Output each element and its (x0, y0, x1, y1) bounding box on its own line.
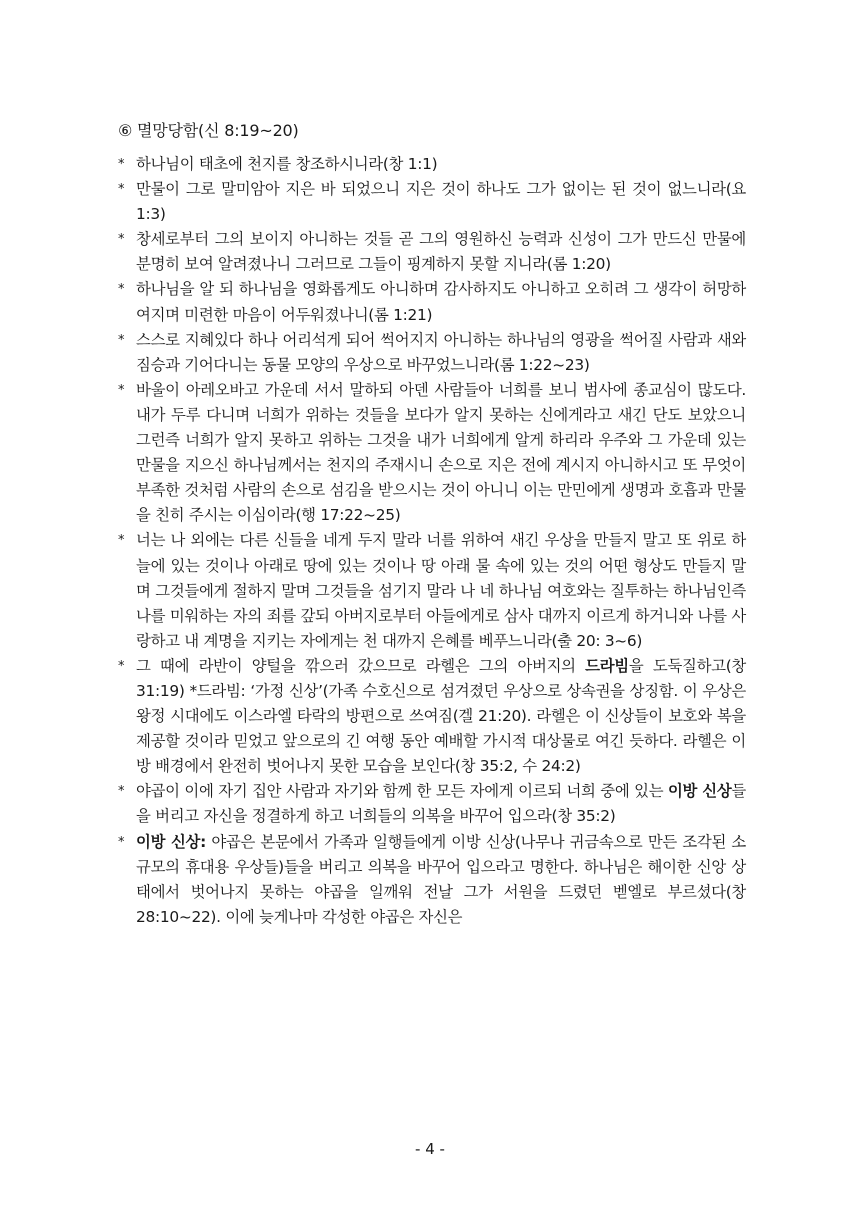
bullet-list (118, 152, 746, 930)
item-text: 창세로부터 그의 보이지 아니하는 것들 곧 그의 영원하신 능력과 신성이 그가 만드신 만물에 분명히 보여 알려졌나니 그러므로 그들이 핑계하지 못할 지니라(롬 1:20) (136, 230, 746, 274)
item-text: 야곱이 이에 자기 집안 사람과 자기와 함께 한 모든 자에게 이르되 너희 중에 있는 (136, 782, 668, 801)
bullet-icon: * (118, 332, 125, 348)
list-item (118, 378, 746, 529)
item-text: 하나님이 태초에 천지를 창조하시니라(창 1:1) (136, 155, 438, 173)
list-item (118, 277, 746, 327)
bullet-icon: * (118, 533, 125, 549)
list-item (118, 654, 746, 779)
item-text: 스스로 지혜있다 하나 어리석게 되어 썩어지지 아니하는 하나님의 영광을 썩어질 사람과 새와 짐승과 기어다니는 동물 모양의 우상으로 바꾸었느니라(롬 1:22~23) (136, 330, 746, 374)
item-text: 을 도둑질하고(창 31:19) *드라빔: ‘가정 신상’(가족 수호신으로 섬겨졌던 우상으로 상속권을 상징함. 이 우상은 왕정 시대에도 이스라엘 타락의 방편으로 쓰여짐(겔 21:20). 라헬은 이 신상들이 보호와 복을 제공할 것이라 믿었고 앞으로의 긴 여행 동안 예배할 가시적 대상물로 여긴 듯하다. 라헬은 이방 배경에서 완전히 벗어나지 못한 모습을 보인다(창 35:2, 수 24:2) (136, 656, 746, 776)
bullet-icon: * (118, 282, 125, 298)
item-text: 야곱은 본문에서 가족과 일행들에게 이방 신상(나무나 귀금속으로 만든 조각된 소규모의 휴대용 우상들)들을 버리고 의복을 바꾸어 입으라고 명한다. 하나님은 해이한 신앙 상태에서 벗어나지 못하는 야곱을 일깨워 전날 그가 서원을 드렸던 벧엘로 부르셨다(창 28:10~22). 이에 늦게나마 각성한 야곱은 자신은 (136, 832, 746, 926)
list-item (118, 779, 746, 829)
section-heading: ⑥ 멸망당함(신 8:19~20) (118, 121, 299, 140)
list-item (118, 152, 746, 177)
page-number: - 4 - (415, 1140, 445, 1158)
bold-term: 이방 신상 (667, 782, 732, 801)
item-text: 바울이 아레오바고 가운데 서서 말하되 아덴 사람들아 너희를 보니 범사에 종교심이 많도다. 내가 두루 다니며 너희가 위하는 것들을 보다가 알지 못하는 신에게라고 새긴 단도 보았으니 그런즉 너희가 알지 못하고 위하는 그것을 내가 너희에게 알게 하리라 우주와 그 가운데 있는 만물을 지으신 하나님께서는 천지의 주재시니 손으로 지은 전에 계시지 아니하시고 또 무엇이 부족한 것처럼 사람의 손으로 섬김을 받으시는 것이 아니니 이는 만민에게 생명과 호흡과 만물을 친히 주시는 이심이라(행 17:22~25) (136, 380, 746, 525)
bullet-icon: * (118, 157, 125, 172)
item-text: 하나님을 알 되 하나님을 영화롭게도 아니하며 감사하지도 아니하고 오히려 그 생각이 허망하여지며 미련한 마음이 어두워졌나니(롬 1:21) (136, 280, 746, 324)
item-text: 그 때에 라반이 양털을 깎으러 갔으므로 라헬은 그의 아버지의 (136, 656, 586, 675)
list-item (118, 227, 746, 277)
bullet-icon: * (118, 232, 125, 248)
bullet-icon: * (118, 658, 125, 674)
list-item (118, 177, 746, 227)
list-item (118, 328, 746, 378)
item-text: 너는 나 외에는 다른 신들을 네게 두지 말라 너를 위하여 새긴 우상을 만들지 말고 또 위로 하늘에 있는 것이나 아래로 땅에 있는 것이나 땅 아래 물 속에 있는 것의 어떤 형상도 만들지 말며 그것들에게 절하지 말며 그것들을 섬기지 말라 나 네 하나님 여호와는 질투하는 하나님인즉 나를 미워하는 자의 죄를 갚되 아버지로부터 아들에게로 삼사 대까지 이르게 하거니와 나를 사랑하고 내 계명을 지키는 자에게는 천 대까지 은혜를 베푸느니라(출 20: 3~6) (136, 531, 746, 650)
list-item (118, 830, 746, 930)
bullet-icon: * (118, 784, 125, 800)
item-text: 들을 버리고 자신을 정결하게 하고 너희들의 의복을 바꾸어 입으라(창 35:2) (136, 782, 746, 826)
item-text: 만물이 그로 말미암아 지은 바 되었으니 지은 것이 하나도 그가 없이는 된 것이 없느니라(요 1:3) (136, 180, 746, 224)
list-item (118, 528, 746, 653)
bold-term: 이방 신상: (136, 832, 206, 851)
bullet-icon: * (118, 382, 125, 398)
bullet-icon: * (118, 182, 125, 198)
bold-term: 드라빔 (585, 656, 629, 675)
bullet-icon: * (118, 834, 125, 850)
